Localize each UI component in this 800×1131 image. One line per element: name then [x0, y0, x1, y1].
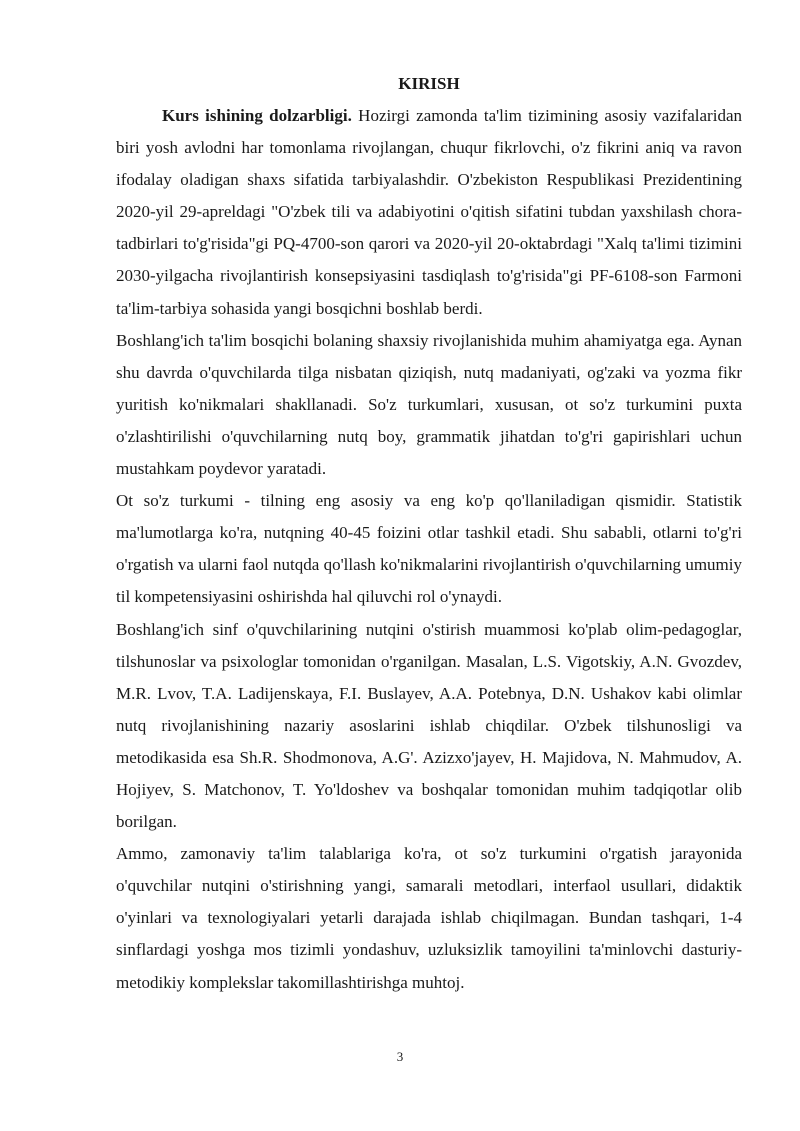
paragraph-primary-education: Boshlang'ich ta'lim bosqichi bolaning shaxsiy rivojlanishida muhim ahamiyatga ega. Aynan shu davrda o'quvchilarda tilga nisbatan qiziqish, nutq madaniyati, og'zaki va yozma fikr yuritish ko'nikmalari shakllanadi. So'z turkumlari, xususan, ot so'z turkumini puxta o'zlashtirilishi o'quvchilarning nutq boy, grammatik jihatdan to'g'ri gapirishlari uchun mustahkam poydevor yaratadi. [116, 330, 742, 479]
paragraph-noun-category: Ot so'z turkumi - tilning eng asosiy va eng ko'p qo'llaniladigan qismidir. Statistik ma'lumotlarga ko'ra, nutqning 40-45 foizini otlar tashkil etadi. Shu sababli, otlarni to'g'ri o'rgatish va ularni faol nutqda qo'llash ko'nikmalarini rivojlantirish o'quvchilarning umumiy til kompetensiyasini oshirishda hal qiluvchi rol o'ynaydi. [116, 491, 742, 607]
document-page [116, 72, 742, 999]
section-heading: KIRISH [398, 74, 460, 93]
paragraph-lead: Kurs ishining dolzarbligi. [162, 106, 352, 125]
page-number: 3 [396, 1049, 404, 1064]
paragraph-problem: Ammo, zamonaviy ta'lim talablariga ko'ra, ot so'z turkumini o'rgatish jarayonida o'quvchilar nutqini o'stirishning yangi, samarali metodlari, interfaol usullari, didaktik o'yinlari va texnologiyalari yetarli darajada ishlab chiqilmagan. Bundan tashqari, 1-4 sinflardagi yoshga mos tizimli yondashuv, uzluksizlik tamoyilini ta'minlovchi dasturiy-metodikiy komplekslar takomillashtirishga muhtoj. [116, 844, 742, 992]
paragraph-relevance [116, 100, 742, 325]
paragraph-text: Hozirgi zamonda ta'lim tizimining asosiy vazifalaridan biri yosh avlodni har tomonlama rivojlangan, chuqur fikrlovchi, o'z fikrini aniq va ravon ifodalay oladigan shaxs sifatida tarbiyalashdir. O'zbekiston Respublikasi Prezidentining 2020-yil 29-apreldagi "O'zbek tili va adabiyotini o'qitish sifatini tubdan yaxshilash chora-tadbirlari to'g'risida"gi PQ-4700-son qarori va 2020-yil 20-oktabrdagi "Xalq ta'limi tizimini 2030-yilgacha rivojlantirish konsepsiyasini tasdiqlash to'g'risida"gi PF-6108-son Farmoni ta'lim-tarbiya sohasida yangi bosqichni boshlab berdi. [116, 106, 742, 318]
paragraph-scholars: Boshlang'ich sinf o'quvchilarining nutqini o'stirish muammosi ko'plab olim-pedagoglar, tilshunoslar va psixologlar tomonidan o'rganilgan. Masalan, L.S. Vigotskiy, A.N. Gvozdev, M.R. Lvov, T.A. Ladijenskaya, F.I. Buslayev, A.A. Potebnya, D.N. Ushakov kabi olimlar nutq rivojlanishining nazariy asoslarini ishlab chiqdilar. O'zbek tilshunosligi va metodikasida esa Sh.R. Shodmonova, A.G'. Azizxo'jayev, H. Majidova, N. Mahmudov, A. Hojiyev, S. Matchonov, T. Yo'ldoshev va boshqalar tomonidan muhim tadqiqotlar olib borilgan. [116, 619, 742, 832]
